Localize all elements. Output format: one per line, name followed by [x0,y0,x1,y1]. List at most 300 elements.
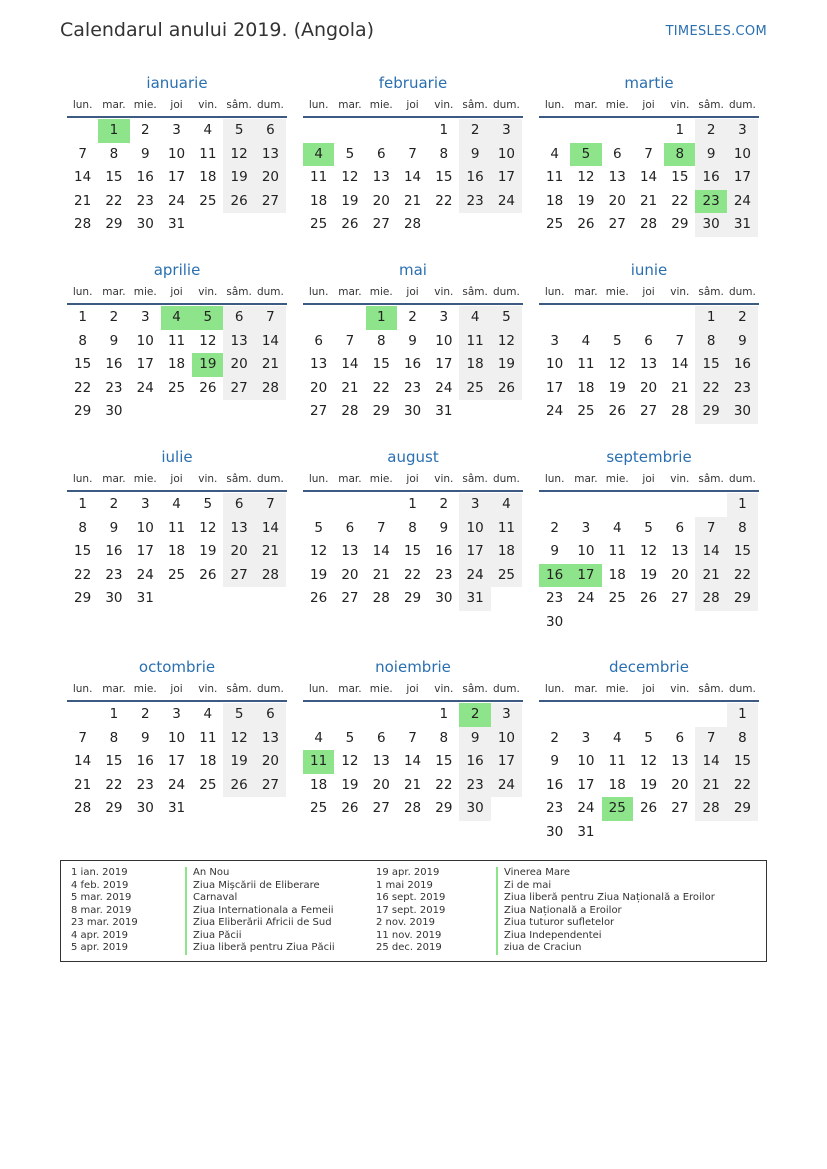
weekday-label: lun. [308,99,329,111]
day-cell: 22 [435,776,453,793]
day-cell: 4 [203,122,213,138]
day-cell: 20 [223,540,254,564]
day-cell: 26 [577,216,595,232]
day-cell: 20 [671,776,689,793]
day-cell: 24 [491,774,522,798]
day-cell: 1 [727,493,758,517]
day-cell: 19 [639,776,658,793]
day-cell: 8 [376,332,386,349]
day-cell: 3 [172,122,181,138]
day-cell: 25 [608,590,626,606]
day-cell: 18 [167,356,186,372]
weekday-label: mie. [369,683,393,695]
day-cell: 17 [491,750,522,774]
day-cell: 26 [639,800,658,816]
day-cell: 4 [612,729,622,746]
holiday-date: 4 feb. 2019 [71,879,129,891]
day-cell: 30 [105,590,123,606]
day-cell: 26 [341,216,359,232]
empty-cell [366,119,397,143]
empty-cell [303,119,334,143]
day-cell: 15 [403,543,422,559]
day-cell: 27 [310,403,328,419]
holiday-day-cell: 4 [303,143,334,167]
empty-cell [633,493,664,517]
day-cell: 17 [459,540,490,564]
day-cell: 15 [695,353,726,377]
day-cell: 17 [546,379,564,396]
day-cell: 28 [255,564,286,588]
day-cell: 3 [459,493,490,517]
day-cell: 27 [341,590,359,606]
day-cell: 14 [255,517,286,541]
day-cell: 6 [314,332,323,349]
weekday-label: dum. [492,473,520,485]
empty-cell [539,703,570,727]
day-cell: 13 [372,753,390,769]
day-cell: 28 [341,403,359,419]
day-cell: 22 [105,192,123,209]
day-cell: 2 [550,729,559,746]
day-cell: 29 [727,797,758,821]
month-decembrie [539,656,759,844]
day-cell: 20 [223,353,254,377]
day-cell: 26 [310,590,328,606]
day-cell: 28 [372,590,390,606]
day-cell: 3 [140,309,150,325]
month-title: decembrie [609,658,689,676]
day-cell: 23 [546,800,564,816]
day-cell: 30 [105,403,123,419]
day-cell: 31 [435,403,453,419]
weekday-header [303,678,523,702]
empty-cell [334,493,365,517]
weekday-label: mie. [605,683,629,695]
holiday-day-cell: 4 [161,306,192,330]
day-cell: 2 [459,119,490,143]
day-cell: 17 [167,169,186,185]
day-cell: 10 [491,143,522,167]
empty-cell [539,493,570,517]
day-cell: 6 [255,703,286,727]
day-cell: 27 [223,564,254,588]
day-cell: 31 [136,590,154,606]
empty-cell [303,493,334,517]
day-cell: 20 [255,166,286,190]
weekday-label: mie. [605,286,629,298]
day-cell: 9 [550,543,559,559]
weekday-label: lun. [544,683,565,695]
day-cell: 28 [255,377,286,401]
day-cell: 24 [546,403,564,419]
weekday-label: mar. [574,99,598,111]
weekday-label: lun. [72,99,93,111]
day-cell: 18 [491,540,522,564]
weekday-label: lun. [544,286,565,298]
day-cell: 14 [403,169,422,185]
day-cell: 8 [439,729,449,746]
month-title: august [387,448,439,466]
day-cell: 7 [644,145,653,162]
day-cell: 12 [310,543,328,559]
day-cell: 27 [255,774,286,798]
day-cell: 9 [408,332,417,349]
weekday-label: joi [642,683,655,695]
weekday-label: mar. [102,473,126,485]
day-cell: 27 [608,216,626,232]
weekday-label: mie. [133,286,157,298]
weekday-header [539,468,759,492]
day-cell: 7 [675,332,685,349]
day-cell: 27 [639,403,658,419]
day-cell: 1 [439,122,449,138]
holiday-list [60,860,767,962]
day-cell: 2 [408,309,417,325]
day-cell: 25 [577,403,595,419]
day-cell: 17 [727,166,758,190]
day-cell: 28 [671,403,689,419]
day-cell: 13 [255,143,286,167]
day-cell: 11 [199,145,217,162]
day-cell: 11 [577,356,595,372]
day-cell: 18 [459,353,490,377]
day-cell: 10 [491,727,522,751]
day-cell: 17 [136,356,154,372]
day-cell: 2 [727,306,758,330]
day-cell: 30 [695,213,726,237]
day-cell: 31 [727,213,758,237]
empty-cell [633,703,664,727]
day-cell: 30 [435,590,453,606]
day-cell: 29 [74,590,92,606]
day-cell: 31 [577,823,595,840]
holiday-name: ziua de Craciun [504,942,582,953]
day-cell: 17 [577,776,595,793]
holiday-date: 16 sept. 2019 [376,892,446,903]
day-cell: 31 [459,587,490,611]
holiday-name: Vinerea Mare [504,867,571,878]
day-cell: 23 [105,566,123,583]
day-cell: 24 [435,379,453,396]
weekday-label: mie. [369,286,393,298]
holiday-name: Zi de mai [504,879,552,891]
weekday-label: sâm. [226,683,252,695]
weekday-label: mar. [338,683,362,695]
day-cell: 16 [546,776,564,793]
site-link[interactable]: TIMESLES.COM [665,24,767,39]
holiday-name: Ziua Independentei [504,929,602,941]
day-cell: 20 [310,379,328,396]
weekday-label: lun. [72,286,93,298]
day-cell: 22 [671,192,689,209]
day-cell: 21 [372,566,390,583]
weekday-label: vin. [670,286,690,298]
weekday-label: lun. [544,473,565,485]
day-cell: 28 [403,216,422,232]
holiday-name: Ziua Eliberării Africii de Sud [193,917,332,928]
day-cell: 4 [581,332,591,349]
holiday-name: Carnaval [193,892,238,903]
day-cell: 7 [345,332,355,349]
day-cell: 8 [727,727,758,751]
weekday-label: joi [406,683,419,695]
days-grid [539,119,759,237]
day-cell: 6 [675,519,685,536]
holiday-date: 25 dec. 2019 [376,942,442,953]
day-cell: 11 [310,169,328,185]
holiday-date: 2 nov. 2019 [376,917,435,928]
day-cell: 15 [105,169,123,185]
day-cell: 29 [695,400,726,424]
day-cell: 23 [459,190,490,214]
day-cell: 14 [74,753,92,769]
day-cell: 16 [727,353,758,377]
month-mai [303,259,523,424]
day-cell: 12 [341,169,359,185]
day-cell: 30 [546,613,564,630]
empty-cell [539,119,570,143]
weekday-header [67,281,287,305]
day-cell: 26 [639,590,658,606]
weekday-label: dum. [256,286,284,298]
day-cell: 9 [109,332,119,349]
weekday-label: vin. [670,99,690,111]
day-cell: 8 [408,519,417,536]
day-cell: 9 [140,145,150,162]
days-grid [67,493,287,611]
day-cell: 10 [136,332,154,349]
weekday-label: sâm. [462,99,488,111]
day-cell: 26 [491,377,522,401]
day-cell: 10 [577,753,595,769]
day-cell: 28 [639,216,658,232]
month-iulie [67,446,287,611]
day-cell: 8 [109,729,119,746]
day-cell: 13 [671,753,689,769]
day-cell: 8 [727,517,758,541]
day-cell: 4 [550,145,559,162]
day-cell: 15 [727,750,758,774]
weekday-header [67,678,287,702]
weekday-label: joi [642,473,655,485]
day-cell: 25 [491,564,522,588]
day-cell: 26 [223,774,254,798]
days-grid [303,493,523,611]
day-cell: 18 [199,169,217,185]
day-cell: 20 [639,379,658,396]
day-cell: 29 [372,403,390,419]
day-cell: 2 [550,519,559,536]
month-title: noiembrie [375,658,451,676]
day-cell: 9 [727,330,758,354]
day-cell: 9 [439,519,449,536]
day-cell: 14 [671,356,689,372]
empty-cell [602,703,633,727]
weekday-header [303,94,523,118]
holiday-day-cell: 19 [192,353,223,377]
day-cell: 31 [167,216,186,232]
day-cell: 13 [671,543,689,559]
holiday-name: An Nou [193,867,230,878]
weekday-label: lun. [72,473,93,485]
weekday-label: mar. [102,683,126,695]
day-cell: 10 [546,356,564,372]
empty-cell [67,703,98,727]
day-cell: 21 [695,774,726,798]
weekday-label: mar. [574,683,598,695]
day-cell: 4 [203,706,213,722]
day-cell: 25 [167,379,186,396]
day-cell: 29 [435,800,453,816]
day-cell: 22 [74,379,92,396]
month-noiembrie [303,656,523,821]
month-title: martie [624,74,674,92]
day-cell: 12 [608,356,626,372]
day-cell: 7 [255,306,286,330]
day-cell: 16 [105,356,123,372]
holiday-day-cell: 5 [570,143,601,167]
weekday-label: dum. [492,286,520,298]
day-cell: 15 [74,543,92,559]
day-cell: 2 [439,496,449,512]
weekday-label: vin. [434,99,454,111]
month-martie [539,72,759,237]
day-cell: 21 [341,379,359,396]
empty-cell [397,119,428,143]
weekday-header [539,678,759,702]
day-cell: 11 [167,332,186,349]
weekday-label: mie. [605,473,629,485]
weekday-label: mar. [102,99,126,111]
day-cell: 13 [223,330,254,354]
day-cell: 5 [644,729,653,746]
empty-cell [303,306,334,330]
month-august [303,446,523,611]
month-iunie [539,259,759,424]
empty-cell [602,119,633,143]
day-cell: 15 [74,356,92,372]
day-cell: 22 [403,566,422,583]
day-cell: 16 [459,750,490,774]
weekday-label: sâm. [462,683,488,695]
day-cell: 12 [199,332,217,349]
weekday-label: mie. [133,99,157,111]
day-cell: 27 [255,190,286,214]
day-cell: 22 [435,192,453,209]
day-cell: 30 [136,216,154,232]
month-title: februarie [378,74,448,92]
empty-cell [334,306,365,330]
day-cell: 4 [172,496,181,512]
weekday-label: joi [170,286,183,298]
weekday-label: mie. [605,99,629,111]
day-cell: 5 [644,519,653,536]
day-cell: 15 [671,169,689,185]
day-cell: 9 [550,753,559,769]
day-cell: 18 [608,776,626,793]
day-cell: 19 [639,566,658,583]
day-cell: 19 [223,750,254,774]
day-cell: 22 [695,377,726,401]
day-cell: 5 [223,703,254,727]
day-cell: 20 [341,566,359,583]
days-grid [67,119,287,237]
empty-cell [695,703,726,727]
weekday-header [303,468,523,492]
day-cell: 29 [727,587,758,611]
holiday-day-cell: 1 [366,306,397,330]
day-cell: 13 [608,169,626,185]
day-cell: 15 [435,169,453,185]
weekday-label: dum. [728,473,756,485]
holiday-day-cell: 8 [664,143,695,167]
holiday-name: Ziua Păcii [193,929,242,941]
day-cell: 16 [105,543,123,559]
holiday-date: 23 mar. 2019 [71,917,138,928]
holiday-day-cell: 25 [602,797,633,821]
month-title: octombrie [138,658,216,676]
day-cell: 25 [546,216,564,232]
day-cell: 22 [105,776,123,793]
weekday-label: sâm. [698,473,724,485]
day-cell: 30 [136,800,154,816]
day-cell: 24 [167,776,186,793]
day-cell: 8 [109,145,119,162]
day-cell: 4 [491,493,522,517]
day-cell: 8 [695,330,726,354]
day-cell: 18 [310,192,328,209]
day-cell: 24 [491,190,522,214]
weekday-label: joi [406,286,419,298]
day-cell: 15 [435,753,453,769]
holiday-day-cell: 16 [539,564,570,588]
day-cell: 5 [345,729,355,746]
day-cell: 29 [671,216,689,232]
page-title: Calendarul anului 2019. (Angola) [60,19,375,41]
day-cell: 2 [109,309,119,325]
month-septembrie [539,446,759,634]
day-cell: 26 [341,800,359,816]
day-cell: 10 [136,519,154,536]
day-cell: 11 [459,330,490,354]
day-cell: 7 [695,727,726,751]
day-cell: 7 [408,729,417,746]
day-cell: 9 [459,143,490,167]
day-cell: 23 [435,566,453,583]
weekday-label: vin. [198,473,218,485]
day-cell: 11 [199,729,217,746]
day-cell: 13 [255,727,286,751]
weekday-label: sâm. [698,286,724,298]
empty-cell [570,306,601,330]
days-grid [303,306,523,424]
day-cell: 23 [105,379,123,396]
empty-cell [303,703,334,727]
day-cell: 10 [167,729,186,746]
empty-cell [664,703,695,727]
day-cell: 26 [199,379,217,396]
weekday-label: lun. [308,286,329,298]
weekday-label: sâm. [462,286,488,298]
day-cell: 13 [310,356,328,372]
day-cell: 22 [727,564,758,588]
month-februarie [303,72,523,237]
weekday-label: vin. [434,683,454,695]
day-cell: 26 [199,566,217,583]
day-cell: 18 [199,753,217,769]
empty-cell [570,493,601,517]
day-cell: 13 [223,517,254,541]
